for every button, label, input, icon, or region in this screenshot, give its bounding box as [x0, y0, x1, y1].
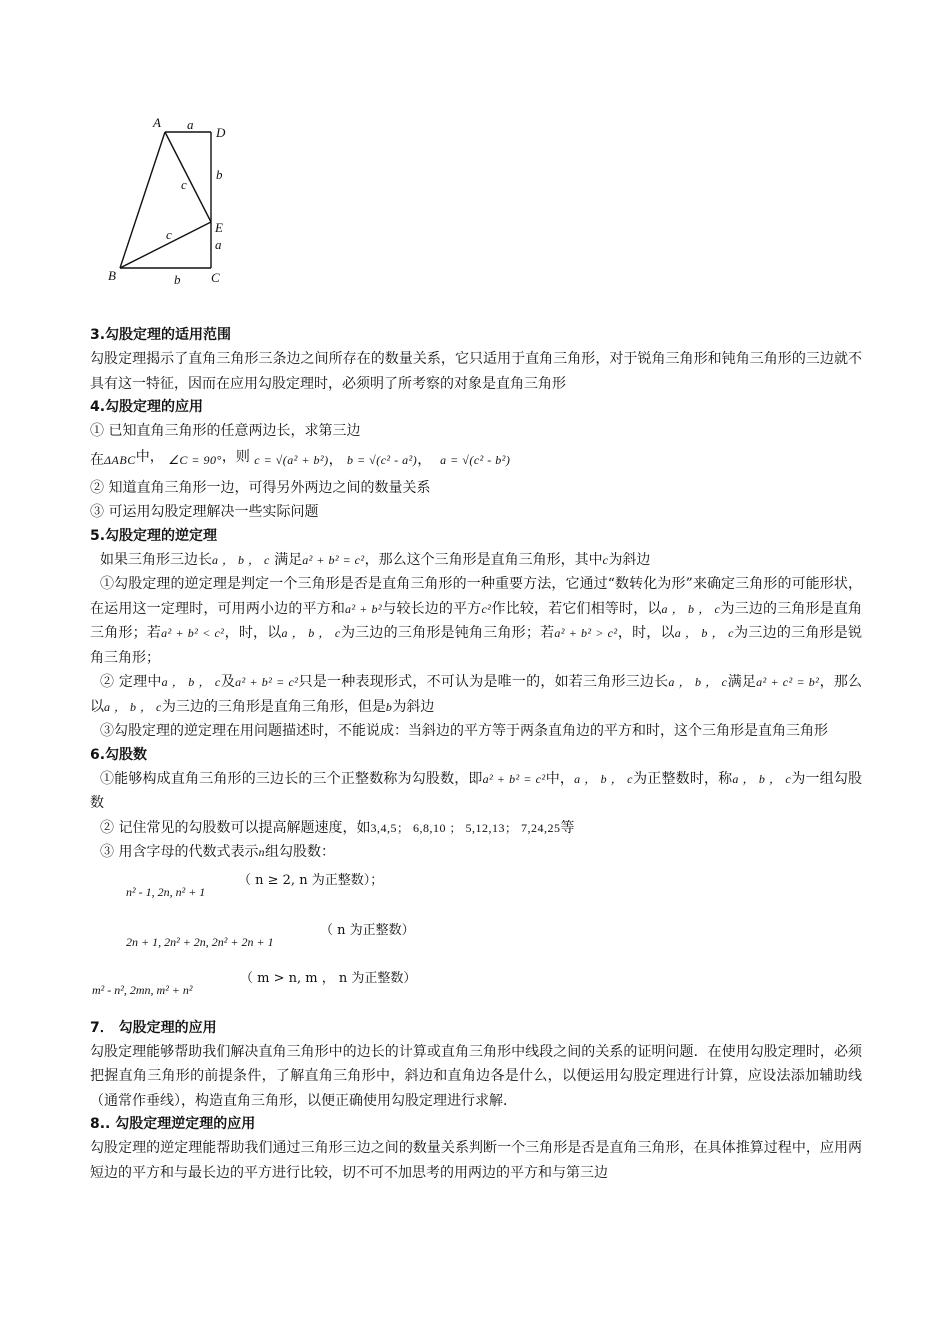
section-8-body: 勾股定理的逆定理能帮助我们通过三角形三边之间的数量关系判断一个三角形是否是直角三角形，在具体推算过程中，应用两短边的平方和与最长边的平方进行比较，切不可不加思考的用两边的平方和与第三边: [90, 1140, 862, 1181]
label-side-b-bottom: b: [174, 272, 181, 287]
section-5-para-2: ② 定理中a ， b ， c及a² + b² = c²只是一种表现形式，不可认为是唯一的，如若三角形三边长a ， b ， c满足a² + c² = b²，那么以a ， b ， c为三边的三角形是直角三角形，但是b为斜边: [90, 674, 863, 715]
formula-row-1: [90, 865, 862, 915]
formula-row-3: [90, 963, 862, 1017]
trapezoid-figure: [100, 108, 250, 293]
segment-ae: [165, 132, 211, 222]
section-6-para-1: ①能够构成直角三角形的三边长的三个正整数称为勾股数，即a² + b² = c²中，a ， b ， c为正整数时，称a ， b ， c为一组勾股数: [90, 770, 863, 811]
pythagorean-family-1: n² - 1, 2n, n² + 1: [126, 884, 206, 899]
formula-row-2: [90, 915, 862, 963]
section-4-title: 4.勾股定理的应用: [90, 399, 204, 415]
section-8-title: 8.. 勾股定理逆定理的应用: [90, 1116, 256, 1132]
formula-b: b = √(c² - a²): [347, 452, 418, 467]
section-6-para-3: ③ 用含字母的代数式表示n组勾股数：: [100, 844, 335, 860]
family-3-condition: （ m > n, m ， n 为正整数）: [240, 970, 417, 986]
section-5-para-1: ①勾股定理的逆定理是判定一个三角形是否是直角三角形的一种重要方法，它通过“数转化为形”来确定三角形的可能形状，在运用这一定理时，可用两小边的平方和a² + b²与较长边的平方c²作比较，若它们相等时，以a ， b ， c为三边的三角形是直角三角形；若a² + b² < c²，时，以a ， b ， c为三边的三角形是钝角三角形；若a² + b² > c²，时，以a ， b ， c为三边的三角形是锐角三角形；: [90, 576, 863, 666]
label-side-c-upper: c: [181, 177, 187, 192]
formula-prefix: 在: [90, 451, 104, 468]
section-6-para-2: ② 记住常见的勾股数可以提高解题速度，如3,4,5； 6,8,10 ； 5,12,13； 7,24,25等: [100, 819, 575, 836]
segment-ba: [120, 132, 165, 268]
label-vertex-d: D: [216, 125, 226, 140]
pythagorean-family-2: 2n + 1, 2n² + 2n, 2n² + 2n + 1: [126, 934, 274, 949]
family-2-condition: （ n 为正整数）: [320, 922, 415, 938]
label-side-a-top: a: [187, 117, 194, 132]
trapezoid-diagram: [100, 108, 250, 293]
section-3-body: 勾股定理揭示了直角三角形三条边之间所存在的数量关系，它只适用于直角三角形，对于锐角三角形和钝角三角形的三边就不具有这一特征，因而在应用勾股定理时，必须明了所考察的对象是直角三角形: [90, 351, 862, 392]
triangle-abc: ΔABC: [104, 452, 136, 467]
main-content: [90, 324, 862, 1185]
formula-then: ，则: [221, 448, 250, 465]
pythagorean-family-3: m² - n², 2mn, m² + n²: [92, 982, 193, 997]
section-7-body: 勾股定理能够帮助我们解决直角三角形中的边长的计算或直角三角形中线段之间的关系的证明问题．在使用勾股定理时，必须把握直角三角形的前提条件，了解直角三角形中，斜边和直角边各是什么，以便运用勾股定理进行计算，应设法添加辅助线（通常作垂线），构造直角三角形，以便正确使用勾股定理进行求解．: [90, 1043, 862, 1109]
section-4-item-2: ② 知道直角三角形一边，可得另外两边之间的数量关系: [90, 479, 431, 496]
family-1-condition: （ n ≥ 2, n 为正整数）；: [238, 872, 384, 888]
label-side-c-lower: c: [166, 227, 172, 242]
label-vertex-b: B: [108, 268, 116, 283]
formula-a: a = √(c² - b²): [440, 452, 511, 467]
label-side-a-right: a: [215, 237, 222, 252]
section-6-title: 6.勾股数: [90, 746, 148, 763]
label-vertex-e: E: [215, 220, 223, 235]
formula-mid: 中，: [135, 448, 164, 465]
section-4-item-3: ③ 可运用勾股定理解决一些实际问题: [90, 504, 319, 520]
section-7-title: 7． 勾股定理的应用: [90, 1019, 217, 1036]
section-5-para-3: ③勾股定理的逆定理在用问题描述时，不能说成：当斜边的平方等于两条直角边的平方和时，这个三角形是直角三角形: [100, 723, 828, 739]
label-vertex-c: C: [211, 270, 220, 285]
formula-c: c = √(a² + b²): [254, 452, 329, 467]
label-vertex-a: A: [153, 115, 161, 130]
section-3-title: 3.勾股定理的适用范围: [90, 327, 232, 343]
angle-c-equation: ∠C = 90°: [168, 452, 222, 467]
section-4-item-1: ① 已知直角三角形的任意两边长，求第三边: [90, 423, 361, 439]
section-5-line-1: 如果三角形三边长a ， b ， c 满足a² + b² = c²，那么这个三角形是直角三角形，其中c为斜边: [100, 551, 651, 568]
section-4-formula-line: 在ΔABC中， ∠C = 90°，则 c = √(a² + b²)， b = √(c² - a²)， a = √(c² - b²): [90, 448, 511, 468]
label-side-b-right: b: [216, 167, 223, 182]
section-5-title: 5.勾股定理的逆定理: [90, 527, 218, 544]
